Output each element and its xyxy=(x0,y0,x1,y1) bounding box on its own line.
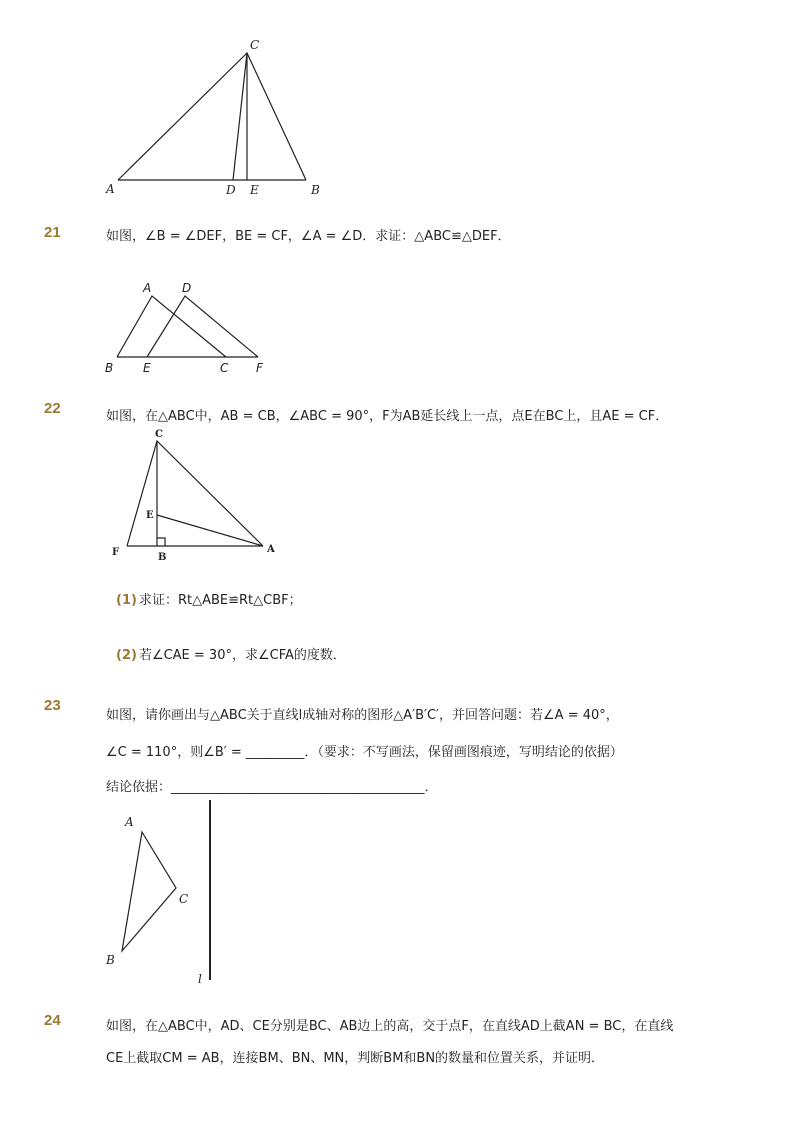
label-c: C xyxy=(155,429,163,440)
label-d: D xyxy=(182,281,192,295)
label-e: E xyxy=(143,361,151,375)
question-24-line-1: 如图，在△ABC中，AD、CE分别是BC、AB边上的高，交于点F，在直线AD上截AN = BC，在直线 xyxy=(106,1019,674,1034)
question-number-21: 21 xyxy=(44,224,61,241)
label-f: F xyxy=(112,547,120,558)
question-number-23: 23 xyxy=(44,697,61,714)
label-e: E xyxy=(146,510,154,521)
question-23-line-3: 结论依据：_______________________________________． xyxy=(106,780,438,795)
question-number-24: 24 xyxy=(44,1012,61,1029)
question-23-line-2: ∠C = 110°，则∠B′ = _________．（要求：不写画法，保留画图痕迹，写明结论的依据） xyxy=(106,745,623,760)
label-l: l xyxy=(198,972,202,986)
label-a: A xyxy=(143,281,152,295)
part-2-text: 若∠CAE = 30°，求∠CFA的度数． xyxy=(138,648,346,663)
label-c: C xyxy=(179,892,189,906)
part-1-text: 求证：Rt△ABE≌Rt△CBF； xyxy=(138,593,302,608)
label-d: D xyxy=(226,183,236,197)
triangle-abc xyxy=(122,832,176,951)
label-c: C xyxy=(250,38,260,52)
label-a: A xyxy=(125,815,134,829)
label-a: A xyxy=(106,182,115,196)
part-2-tag: (2) xyxy=(116,648,137,663)
part-1-tag: (1) xyxy=(116,593,137,608)
label-a: A xyxy=(267,544,275,555)
label-b: B xyxy=(158,552,167,563)
label-c: C xyxy=(220,361,229,375)
label-e: E xyxy=(250,183,259,197)
question-24-line-2: CE上截取CM = AB，连接BM、BN、MN，判断BM和BN的数量和位置关系，并证明． xyxy=(106,1051,605,1066)
question-21-text: 如图，∠B = ∠DEF，BE = CF，∠A = ∠D．求证：△ABC≌△DEF． xyxy=(106,229,511,244)
question-number-22: 22 xyxy=(44,400,61,417)
label-b: B xyxy=(106,953,115,967)
label-f: F xyxy=(256,361,263,375)
label-b: B xyxy=(105,361,114,375)
question-23-line-1: 如图，请你画出与△ABC关于直线l成轴对称的图形△A′B′C′，并回答问题：若∠A = 40°， xyxy=(106,708,619,723)
label-b: B xyxy=(311,183,320,197)
question-22-text: 如图，在△ABC中，AB = CB，∠ABC = 90°，F为AB延长线上一点，点E在BC上，且AE = CF． xyxy=(106,409,669,424)
